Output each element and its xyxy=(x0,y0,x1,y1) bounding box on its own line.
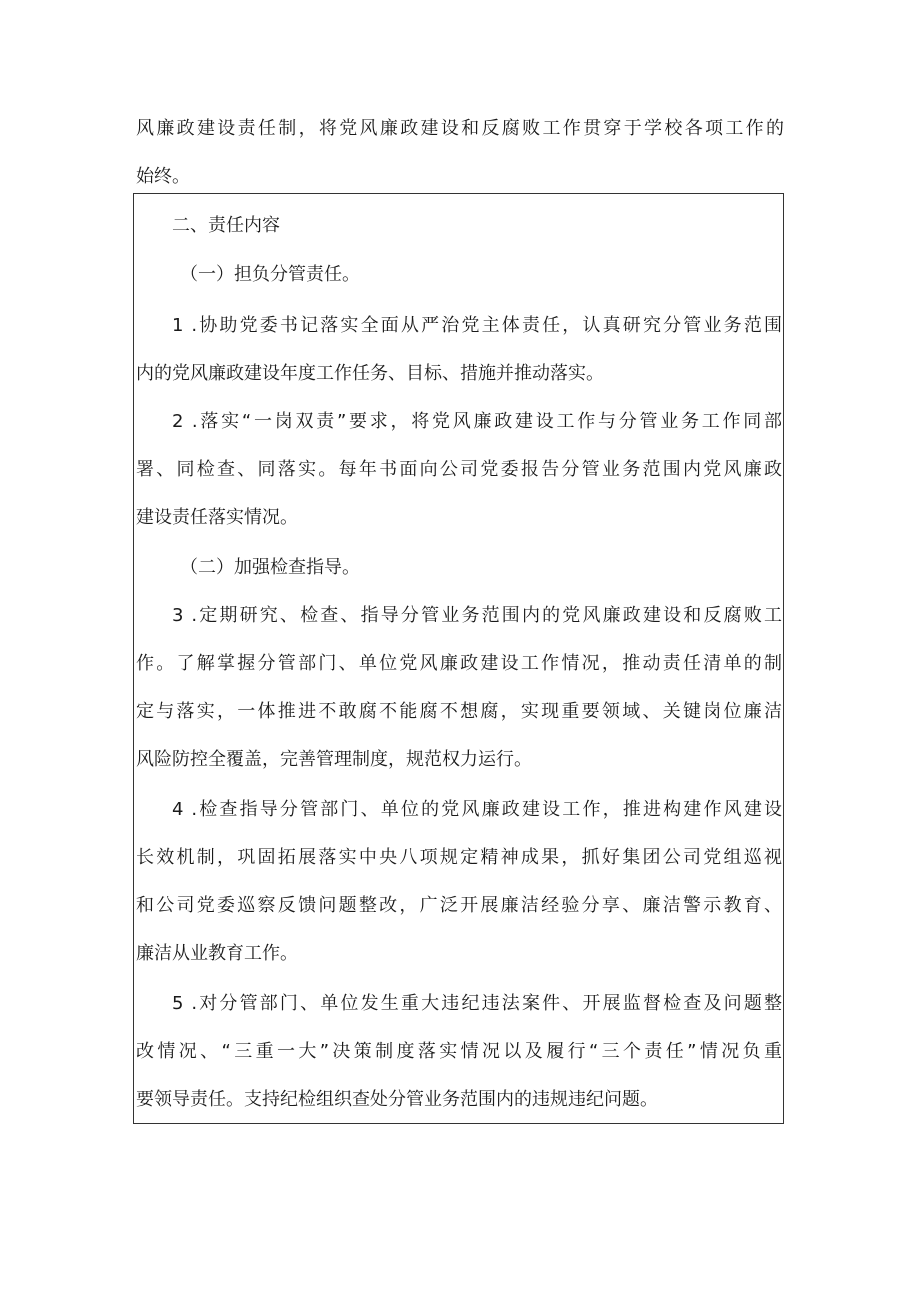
paragraph-5-line-3: 要领导责任。支持纪检组织查处分管业务范围内的违规违纪问题。 xyxy=(136,1089,658,1110)
paragraph-3-line-3: 定与落实，一体推进不敢腐不能腐不想腐，实现重要领域、关键岗位廉洁 xyxy=(136,701,782,722)
section-heading: 二、责任内容 xyxy=(172,215,280,236)
paragraph-3-line-2: 作。了解掌握分管部门、单位党风廉政建设工作情况，推动责任清单的制 xyxy=(136,653,782,674)
paragraph-4-line-2: 长效机制，巩固拓展落实中央八项规定精神成果，抓好集团公司党组巡视 xyxy=(136,847,782,868)
paragraph-2-line-3: 建设责任落实情况。 xyxy=(136,507,298,528)
paragraph-5-line-1: 5 .对分管部门、单位发生重大违纪违法案件、开展监督检查及问题整 xyxy=(172,993,782,1014)
paragraph-1-line-1: 1 .协助党委书记落实全面从严治党主体责任，认真研究分管业务范围 xyxy=(172,315,782,336)
subsection-heading-2: （二）加强检查指导。 xyxy=(180,557,360,578)
intro-line-1: 风廉政建设责任制，将党风廉政建设和反腐败工作贯穿于学校各项工作的 xyxy=(136,118,784,139)
paragraph-2-line-1: 2 .落实“一岗双责”要求，将党风廉政建设工作与分管业务工作同部 xyxy=(172,411,782,432)
paragraph-1-line-2: 内的党风廉政建设年度工作任务、目标、措施并推动落实。 xyxy=(136,363,604,384)
paragraph-4-line-3: 和公司党委巡察反馈问题整改，广泛开展廉洁经验分享、廉洁警示教育、 xyxy=(136,895,782,916)
paragraph-3-line-4: 风险防控全覆盖，完善管理制度，规范权力运行。 xyxy=(136,749,532,770)
paragraph-3-line-1: 3 .定期研究、检查、指导分管业务范围内的党风廉政建设和反腐败工 xyxy=(172,605,782,626)
paragraph-4-line-4: 廉洁从业教育工作。 xyxy=(136,943,298,964)
paragraph-4-line-1: 4 .检查指导分管部门、单位的党风廉政建设工作，推进构建作风建设 xyxy=(172,799,782,820)
intro-line-2: 始终。 xyxy=(136,166,190,187)
paragraph-5-line-2: 改情况、“三重一大”决策制度落实情况以及履行“三个责任”情况负重 xyxy=(136,1041,782,1062)
paragraph-2-line-2: 署、同检查、同落实。每年书面向公司党委报告分管业务范围内党风廉政 xyxy=(136,459,782,480)
subsection-heading-1: （一）担负分管责任。 xyxy=(180,264,360,285)
